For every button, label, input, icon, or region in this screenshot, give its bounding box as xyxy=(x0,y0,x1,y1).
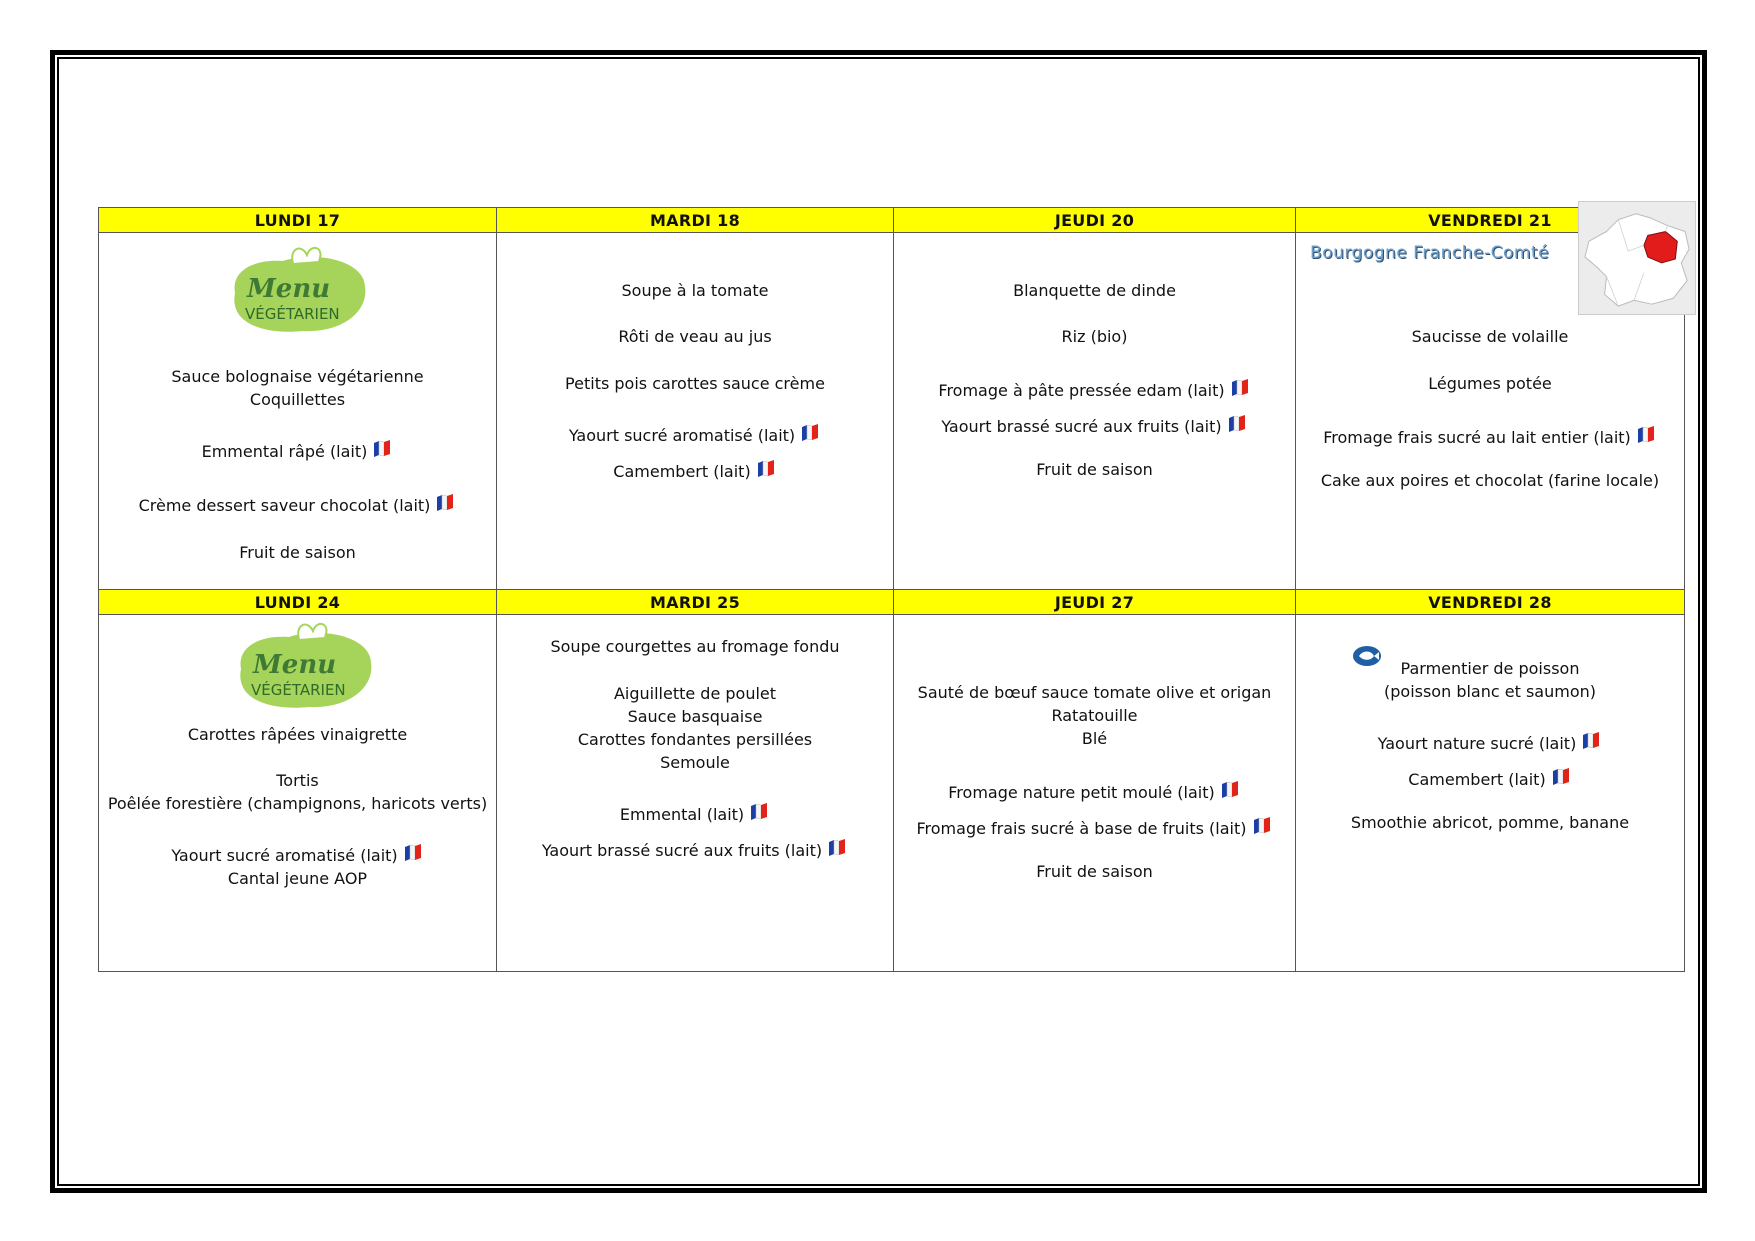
menu-item-text: Fromage frais sucré au lait entier (lait) xyxy=(1323,428,1631,447)
menu-item xyxy=(497,838,893,862)
menu-item: Fruit de saison xyxy=(239,543,356,562)
menu-item-text: Crème dessert saveur chocolat (lait) xyxy=(138,496,431,515)
day-header: VENDREDI 28 xyxy=(1296,590,1685,615)
menu-item: Fruit de saison xyxy=(1036,862,1153,881)
french-flag-icon xyxy=(1635,425,1657,445)
menu-item: Tortis xyxy=(276,771,319,790)
france-region-map xyxy=(1578,201,1696,315)
day-cell-jeudi-20 xyxy=(894,233,1296,590)
french-flag-icon xyxy=(826,838,848,858)
day-cell-mardi-18 xyxy=(497,233,894,590)
day-header: LUNDI 17 xyxy=(99,208,497,233)
menu-item: Soupe courgettes au fromage fondu xyxy=(550,637,840,656)
french-flag-icon xyxy=(434,493,456,513)
menu-item xyxy=(1296,767,1684,791)
menu-item-text: Yaourt brassé sucré aux fruits (lait) xyxy=(941,417,1222,436)
menu-item: Carottes fondantes persillées xyxy=(577,730,813,749)
day-header: JEUDI 27 xyxy=(894,590,1296,615)
menu-item xyxy=(99,493,496,517)
menu-item: Sauté de bœuf sauce tomate olive et origan xyxy=(917,683,1272,702)
menu-item xyxy=(894,816,1295,840)
msc-fish-label-icon xyxy=(1352,645,1382,667)
menu-item xyxy=(1296,731,1684,755)
veg-logo-line2: VÉGÉTARIEN xyxy=(244,305,340,323)
menu-item-text: Camembert (lait) xyxy=(1408,770,1546,789)
menu-item-text: Fromage à pâte pressée edam (lait) xyxy=(938,381,1225,400)
menu-item: (poisson blanc et saumon) xyxy=(1384,682,1596,701)
menu-item xyxy=(1296,657,1684,680)
day-cell-lundi-24 xyxy=(99,615,497,972)
vegetarian-menu-logo xyxy=(229,617,379,717)
day-header: MARDI 18 xyxy=(497,208,894,233)
menu-item: Sauce basquaise xyxy=(627,707,763,726)
week1-menu-row xyxy=(99,233,1685,590)
menu-item-text: Fromage nature petit moulé (lait) xyxy=(948,783,1215,802)
day-cell-mardi-25 xyxy=(497,615,894,972)
menu-item-text: Emmental râpé (lait) xyxy=(201,442,368,461)
menu-item: Semoule xyxy=(660,753,730,772)
menu-item xyxy=(894,780,1295,804)
menu-item: Cake aux poires et chocolat (farine locale) xyxy=(1320,471,1660,490)
week2-header-row xyxy=(99,590,1685,615)
menu-item: Poêlée forestière (champignons, haricots verts) xyxy=(107,794,488,813)
menu-item: Sauce bolognaise végétarienne xyxy=(171,367,424,386)
day-cell-jeudi-27 xyxy=(894,615,1296,972)
day-cell-lundi-17 xyxy=(99,233,497,590)
french-flag-icon xyxy=(1219,780,1241,800)
vegetarian-menu-logo xyxy=(223,241,373,341)
french-flag-icon xyxy=(1229,378,1251,398)
menu-item-text: Camembert (lait) xyxy=(613,462,751,481)
french-flag-icon xyxy=(799,423,821,443)
menu-item: Soupe à la tomate xyxy=(621,281,769,300)
menu-item: Rôti de veau au jus xyxy=(618,327,772,346)
menu-item-text: Yaourt sucré aromatisé (lait) xyxy=(568,426,796,445)
menu-item: Blé xyxy=(1081,729,1108,748)
menu-item: Légumes potée xyxy=(1428,374,1552,393)
menu-item: Aiguillette de poulet xyxy=(613,684,777,703)
menu-item-text: Emmental (lait) xyxy=(619,805,745,824)
menu-item-text: Parmentier de poisson xyxy=(1400,659,1580,678)
menu-item xyxy=(497,423,893,447)
menu-item: Coquillettes xyxy=(249,390,346,409)
menu-item xyxy=(894,414,1295,438)
menu-item-text: Yaourt nature sucré (lait) xyxy=(1377,734,1577,753)
french-flag-icon xyxy=(371,439,393,459)
french-flag-icon xyxy=(1580,731,1602,751)
menu-item: Smoothie abricot, pomme, banane xyxy=(1350,813,1630,832)
week1-header-row xyxy=(99,208,1685,233)
day-header: VENDREDI 21 xyxy=(1296,208,1685,233)
menu-item xyxy=(497,802,893,826)
day-header: LUNDI 24 xyxy=(99,590,497,615)
menu-item: Blanquette de dinde xyxy=(1013,281,1176,300)
menu-item: Carottes râpées vinaigrette xyxy=(187,725,408,744)
menu-item xyxy=(1296,425,1684,449)
day-cell-vendredi-28 xyxy=(1296,615,1685,972)
menu-item xyxy=(894,378,1295,402)
veg-logo-line1: Menu xyxy=(246,274,330,304)
menu-item-text: Yaourt brassé sucré aux fruits (lait) xyxy=(541,841,823,860)
weekly-menu-table xyxy=(98,207,1685,972)
french-flag-icon xyxy=(755,459,777,479)
french-flag-icon xyxy=(748,802,770,822)
menu-item xyxy=(99,439,496,463)
menu-item: Saucisse de volaille xyxy=(1411,327,1569,346)
menu-item: Riz (bio) xyxy=(1061,327,1128,346)
french-flag-icon xyxy=(1550,767,1572,787)
french-flag-icon xyxy=(1251,816,1273,836)
menu-item xyxy=(99,843,496,867)
french-flag-icon xyxy=(1226,414,1248,434)
veg-logo-line2: VÉGÉTARIEN xyxy=(251,681,346,699)
week2-menu-row xyxy=(99,615,1685,972)
menu-item: Petits pois carottes sauce crème xyxy=(565,374,825,393)
day-header: JEUDI 20 xyxy=(894,208,1296,233)
region-label: Bourgogne Franche-Comté xyxy=(1310,243,1550,263)
menu-item: Ratatouille xyxy=(1051,706,1138,725)
menu-item-text: Yaourt sucré aromatisé (lait) xyxy=(171,846,398,865)
menu-item-text: Fromage frais sucré à base de fruits (lait) xyxy=(916,819,1247,838)
veg-logo-line1: Menu xyxy=(253,650,337,680)
menu-item: Fruit de saison xyxy=(1036,460,1153,479)
day-header: MARDI 25 xyxy=(497,590,894,615)
menu-item: Cantal jeune AOP xyxy=(227,869,368,888)
menu-item xyxy=(497,459,893,483)
french-flag-icon xyxy=(402,843,424,863)
